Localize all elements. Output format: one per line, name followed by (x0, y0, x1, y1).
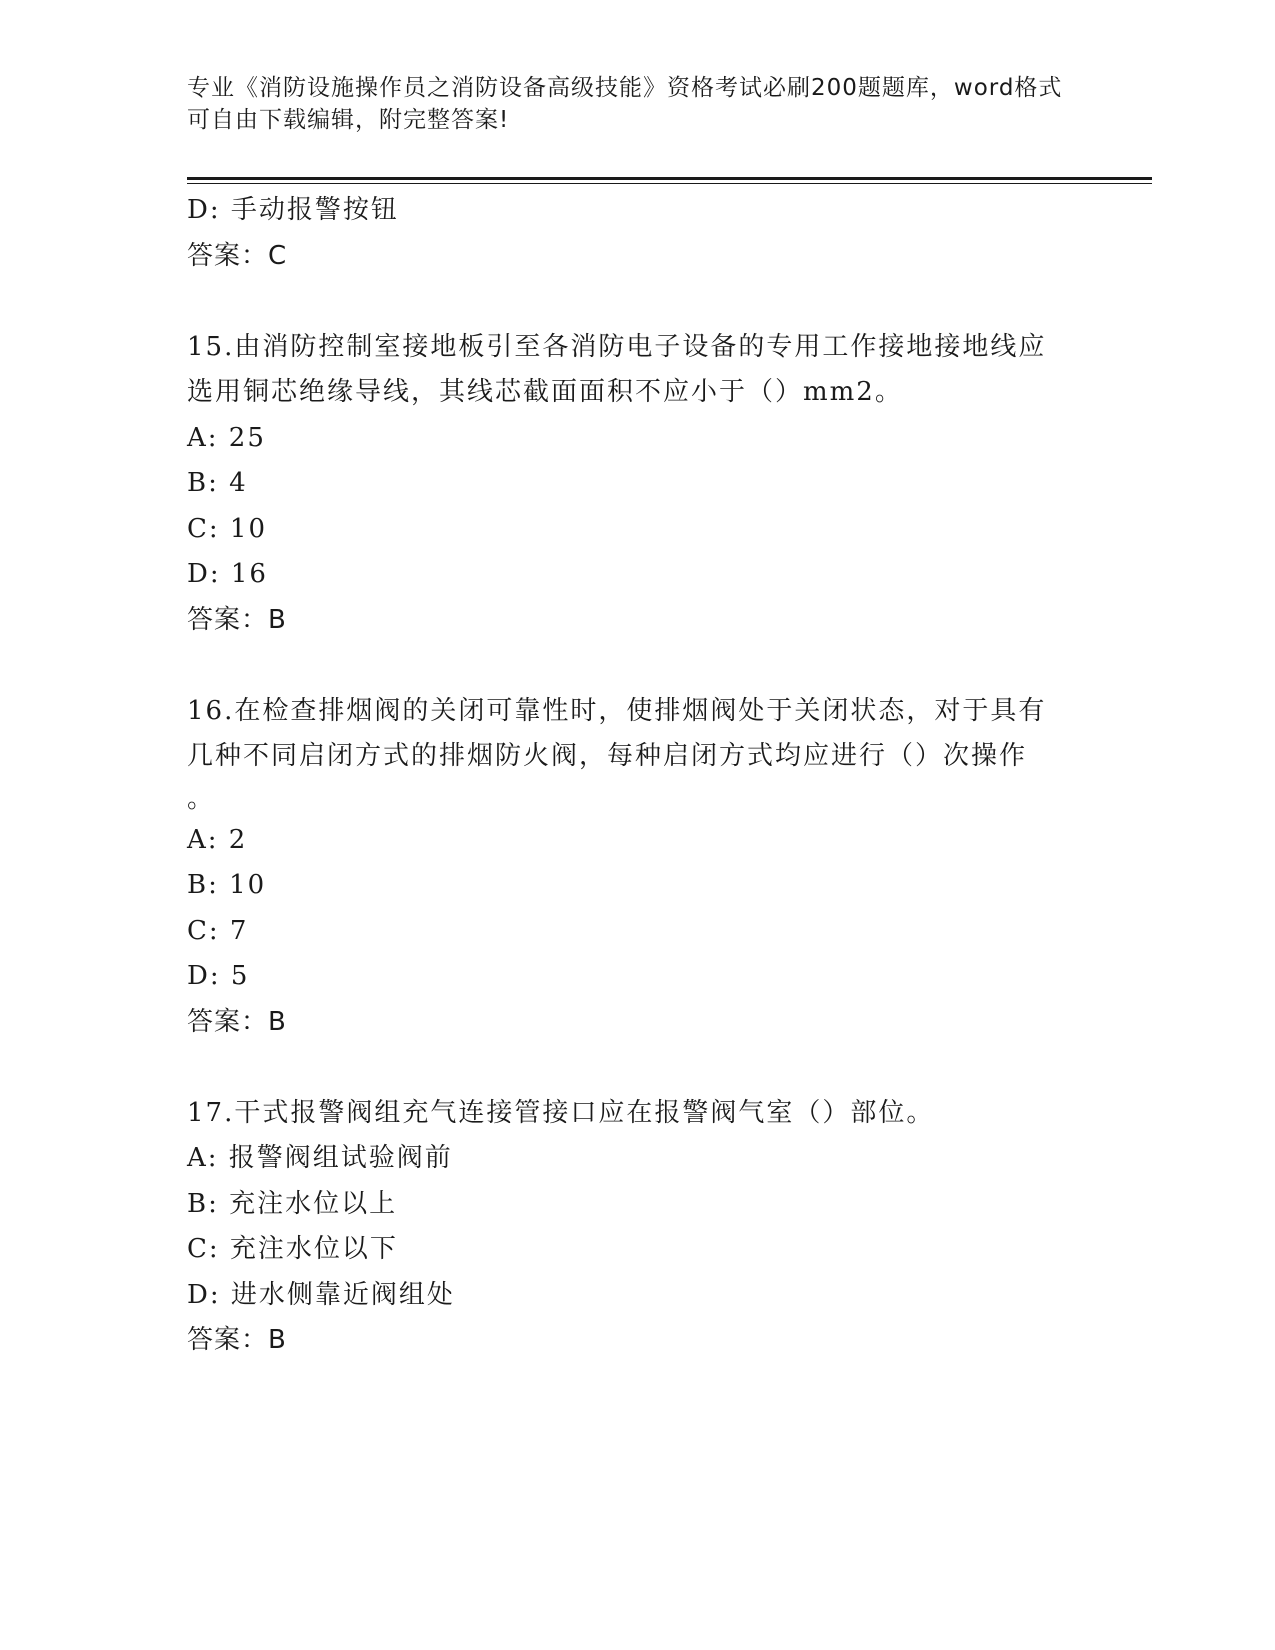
question-stem: 。 (187, 783, 216, 814)
answer-line: 答案：B (187, 1006, 287, 1037)
option-c: C: 7 (187, 915, 249, 946)
option-d: D: 进水侧靠近阀组处 (187, 1279, 455, 1310)
option-d: D: 手动报警按钮 (187, 195, 399, 225)
spacer (187, 643, 1067, 689)
spacer (187, 279, 1067, 325)
question-stem: 几种不同启闭方式的排烟防火阀，每种启闭方式均应进行（）次操作 (187, 741, 1028, 771)
option-a: A: 25 (187, 422, 266, 453)
spacer (187, 1045, 1067, 1091)
answer-line: 答案：B (187, 604, 287, 635)
question-stem: 16.在检查排烟阀的关闭可靠性时，使排烟阀处于关闭状态，对于具有 (187, 695, 1047, 726)
option-b: B: 4 (187, 468, 248, 498)
header-rule-thick (187, 177, 1152, 180)
answer-line: 答案：B (187, 1325, 287, 1355)
option-a: A: 报警阀组试验阀前 (187, 1143, 453, 1173)
option-d: D: 5 (187, 961, 250, 991)
question-stem: 17.干式报警阀组充气连接管接口应在报警阀气室（）部位。 (187, 1097, 935, 1128)
document-header: 专业《消防设施操作员之消防设备高级技能》资格考试必刷200题题库，word格式可自由下载编辑，附完整答案! (187, 75, 1063, 133)
option-c: C: 充注水位以下 (187, 1234, 398, 1264)
answer-line: 答案：C (187, 240, 288, 271)
option-c: C: 10 (187, 513, 268, 544)
option-d: D: 16 (187, 559, 268, 589)
question-content (187, 188, 1067, 1364)
question-stem: 选用铜芯绝缘导线，其线芯截面面积不应小于（）mm2。 (187, 377, 903, 407)
question-stem: 15.由消防控制室接地板引至各消防电子设备的专用工作接地接地线应 (187, 331, 1047, 362)
option-a: A: 2 (187, 824, 248, 855)
option-b: B: 10 (187, 870, 267, 900)
header-rule-thin (187, 183, 1152, 184)
option-b: B: 充注水位以上 (187, 1188, 398, 1219)
